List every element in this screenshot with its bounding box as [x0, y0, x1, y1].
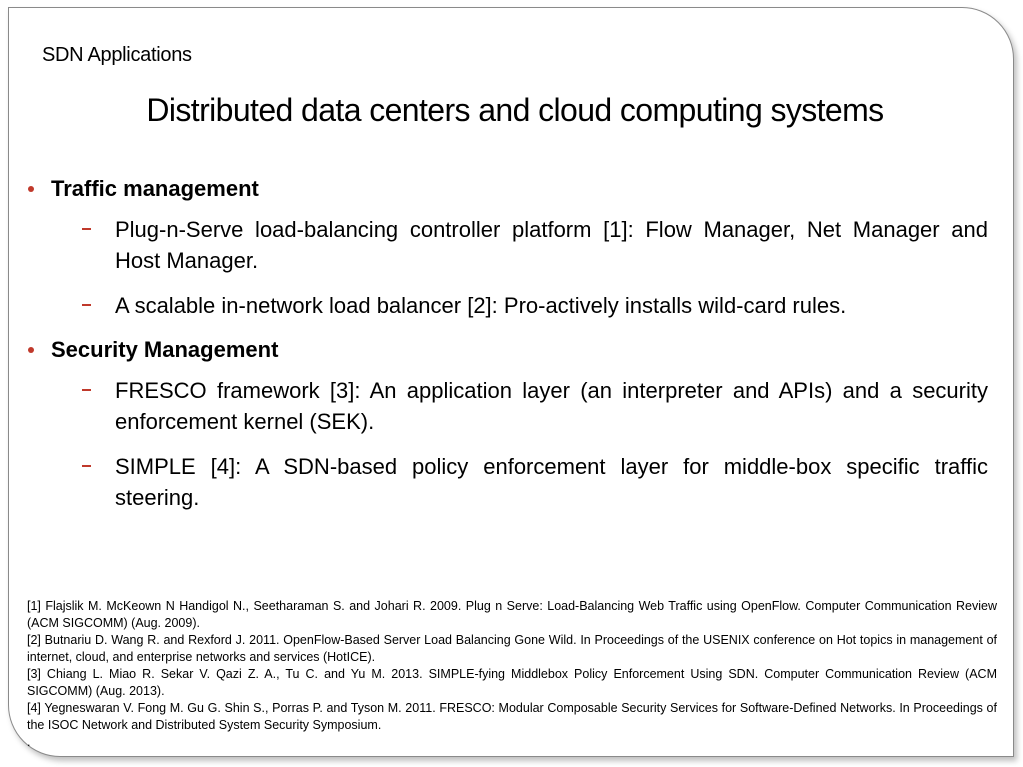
sub-bullet	[28, 375, 988, 437]
bullet-list	[28, 174, 988, 527]
reference-item: [3] Chiang L. Miao R. Sekar V. Qazi Z. A., Tu C. and Yu M. 2013. SIMPLE-fying Middlebox Policy Enforcement Using SDN. Computer Communication Review (ACM SIGCOMM) (Aug. 2013).	[27, 667, 997, 698]
references	[27, 598, 997, 751]
dash-icon	[82, 304, 91, 306]
reference-item: [4] Yegneswaran V. Fong M. Gu G. Shin S., Porras P. and Tyson M. 2011. FRESCO: Modular Composable Security Services for Software-Defined Networks. In Proceedings of the ISOC Network and Distributed System Security Symposium.	[27, 701, 997, 732]
sub-bullet-text: A scalable in-network load balancer [2]: Pro-actively installs wild-card rules.	[115, 293, 847, 318]
bullet-traffic-management	[28, 174, 988, 204]
sub-bullet-text: SIMPLE [4]: A SDN-based policy enforcement layer for middle-box specific traffic steering.	[115, 454, 988, 510]
sub-bullet-text: Plug-n-Serve load-balancing controller platform [1]: Flow Manager, Net Manager and Host Manager.	[115, 217, 988, 273]
bullet-security-management	[28, 335, 988, 365]
sub-bullet-text: FRESCO framework [3]: An application layer (an interpreter and APIs) and a security enforcement kernel (SEK).	[115, 378, 988, 434]
reference-item: [1] Flajslik M. McKeown N Handigol N., Seetharaman S. and Johari R. 2009. Plug n Serve: Load-Balancing Web Traffic using OpenFlow. Computer Communication Review (ACM SIGCOMM) (Aug. 2009).	[27, 599, 997, 630]
bullet-label: Traffic management	[51, 176, 259, 201]
dash-icon	[82, 465, 91, 467]
sub-bullet	[28, 451, 988, 513]
section-label: SDN Applications	[42, 44, 192, 66]
bullet-dot-icon	[28, 347, 34, 353]
dash-icon	[82, 389, 91, 391]
bullet-dot-icon	[28, 186, 34, 192]
sub-bullet	[28, 214, 988, 276]
sub-bullet	[28, 290, 988, 321]
dash-icon	[82, 228, 91, 230]
slide-title: Distributed data centers and cloud computing systems	[146, 92, 884, 128]
reference-item: [2] Butnariu D. Wang R. and Rexford J. 2011. OpenFlow-Based Server Load Balancing Gone Wild. In Proceedings of the USENIX conference on Hot topics in management of internet, cloud, and enterprise networks and services (HotICE).	[27, 633, 997, 664]
reference-trailing-mark: .	[27, 735, 31, 749]
bullet-label: Security Management	[51, 337, 279, 362]
